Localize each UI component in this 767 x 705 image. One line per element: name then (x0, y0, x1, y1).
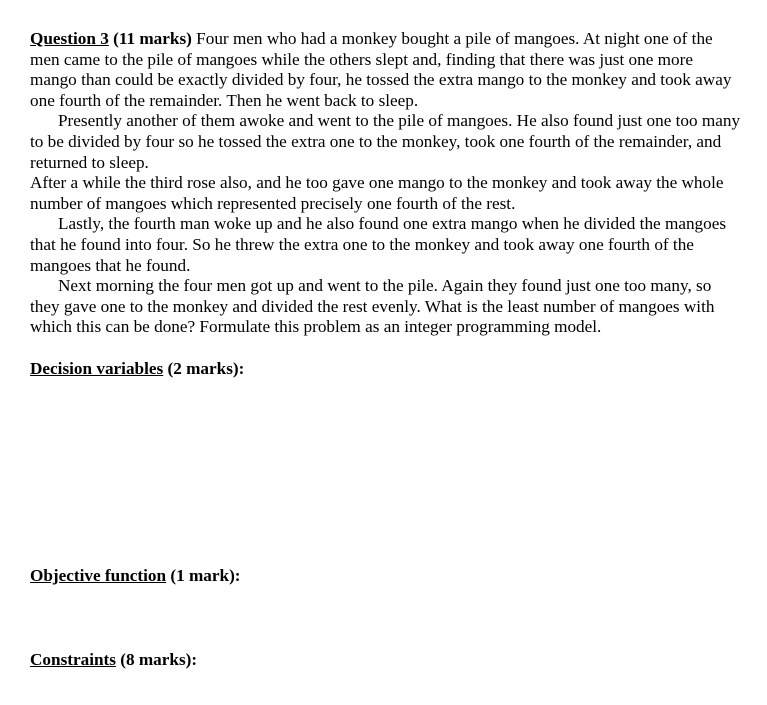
constraints-marks: (8 marks): (115, 650, 198, 669)
question-text-1: Four men who had a monkey bought a pile of mangoes. At night one of the men came to the pile of mangoes while the others slept and, finding that there was just one more mango than could be exactly divided by four, he tossed the extra mango to the monkey and took away one fourth of the remainder. Then he went back to sleep. (30, 29, 732, 110)
decision-variables-label: Decision variables (30, 359, 164, 378)
question-block (30, 29, 742, 338)
question-label: Question 3 (30, 29, 109, 48)
objective-function-label: Objective function (30, 566, 167, 585)
question-paragraph-5: Next morning the four men got up and went to the pile. Again they found just one too many, so they gave one to the monkey and divided the rest evenly. What is the least number of mangoes with which this can be done? Formulate this problem as an integer programming model. (30, 276, 715, 337)
constraints-heading (30, 650, 197, 671)
question-paragraph-3: After a while the third rose also, and he too gave one mango to the monkey and took away the whole number of mangoes which represented precisely one fourth of the rest. (30, 173, 724, 213)
objective-function-marks: (1 mark): (166, 566, 241, 585)
objective-function-heading (30, 566, 241, 587)
constraints-label: Constraints (30, 650, 116, 669)
question-marks: (11 marks) (108, 29, 192, 48)
question-paragraph-1 (30, 29, 742, 111)
decision-variables-heading (30, 359, 244, 380)
decision-variables-marks: (2 marks): (163, 359, 245, 378)
question-paragraph-2: Presently another of them awoke and went to the pile of mangoes. He also found just one too many to be divided by four so he tossed the extra one to the monkey, took one fourth of the remainder, and returned to sleep. (30, 111, 741, 172)
question-paragraph-4: Lastly, the fourth man woke up and he also found one extra mango when he divided the mangoes that he found into four. So he threw the extra one to the monkey and took away one fourth of the mangoes that he found. (30, 214, 727, 275)
